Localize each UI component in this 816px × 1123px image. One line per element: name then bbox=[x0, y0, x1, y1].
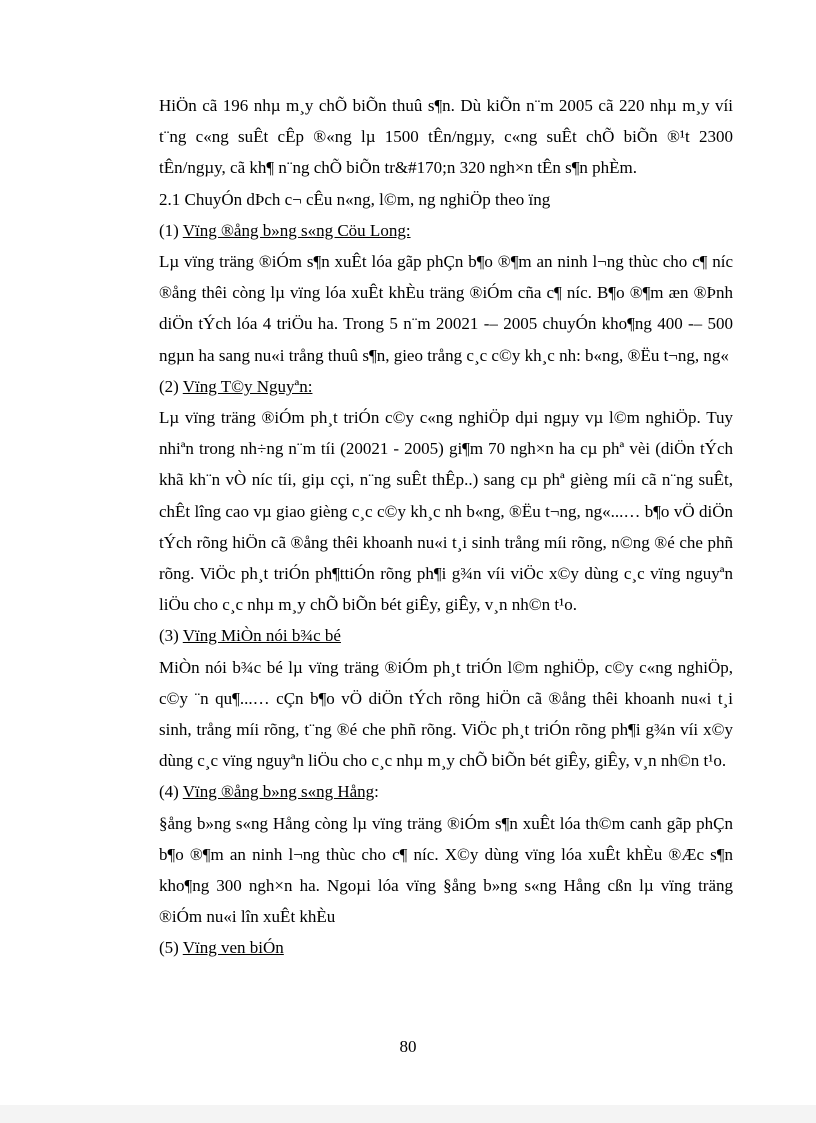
paragraph-text: MiÒn nói b¾c bé lµ vïng träng ®iÓm ph¸t triÓn l©m nghiÖp, c©y c«ng nghiÖp, c©y ¨n qu¶...… cÇn b¶o vÖ diÖn tÝch rõng hiÖn cã ®ång thêi khoanh nu«i t¸i sinh, trång míi rõng, t¨ng ®é che phñ rõng. ViÖc ph¸t triÓn rõng ph¶i g¾n víi x©y dùng c¸c vïng nguyªn liÖu cho c¸c nhµ m¸y chÕ biÕn bét giÊy, giÊy, v¸n nh©n t¹o. bbox=[159, 657, 733, 771]
region-heading-text: (5) Vïng ven biÓn bbox=[159, 938, 284, 958]
paragraph-text: Lµ vïng träng ®iÓm ph¸t triÓn c©y c«ng nghiÖp dµi ngµy vµ l©m nghiÖp. Tuy nhiªn trong nh÷ng n¨m tíi (20021 - 2005) gi¶m 70 ngh×n ha cµ phª vèi (diÖn tÝch khã kh¨n vÒ níc tíi, giµ cçi, n¨ng suÊt thÊp..) sang cµ phª gièng míi cã n¨ng suÊt, chÊt lîng cao vµ giao gièng c¸c c©y kh¸c nh b«ng, ®Ëu t¬ng, ng«...… b¶o vÖ diÖn tÝch rõng hiÖn cã ®ång thêi khoanh nu«i t¸i sinh trång míi rõng, n©ng ®é che phñ rõng. ViÖc ph¸t triÓn ph¶ttiÓn rõng ph¶i g¾n víi viÖc x©y dùng c¸c vïng nguyªn liÖu cho c¸c nhµ m¸y chÕ biÕn bét giÊy, giÊy, v¸n nh©n t¹o. bbox=[159, 408, 733, 615]
paragraph-region-2 bbox=[159, 402, 733, 620]
region-heading-3 bbox=[159, 620, 733, 651]
paragraph-text: Lµ vïng träng ®iÓm s¶n xuÊt lóa gãp phÇn b¶o ®¶m an ninh l¬ng thùc cho c¶ níc ®ång thêi còng lµ vïng lóa xuÊt khÈu träng ®iÓm cña c¶ níc. B¶o ®¶m æn ®Þnh diÖn tÝch lóa 4 triÖu ha. Trong 5 n¨m 20021 -– 2005 chuyÓn kho¶ng 400 -– 500 ngµn ha sang nu«i trång thuû s¶n, gieo trång c¸c c©y kh¸c nh: b«ng, ®Ëu t¬ng, ng« bbox=[159, 252, 733, 365]
region-heading-5 bbox=[159, 932, 733, 963]
region-heading-text: (4) Vïng ®ång b»ng s«ng Hång: bbox=[159, 782, 379, 802]
paragraph-processing-plants bbox=[159, 90, 733, 184]
region-heading-text: (3) Vïng MiÒn nói b¾c bé bbox=[159, 626, 341, 646]
paragraph-region-4 bbox=[159, 808, 733, 933]
region-heading-1 bbox=[159, 215, 733, 246]
paragraph-text: §ång b»ng s«ng Hång còng lµ vïng träng ®iÓm s¶n xuÊt lóa th©m canh gãp phÇn b¶o ®¶m an ninh l¬ng thùc cho c¶ níc. X©y dùng vïng lóa xuÊt khÈu ®Æc s¶n kho¶ng 300 ngh×n ha. Ngoµi lóa vïng §ång b»ng s«ng Hång cßn lµ vïng träng ®iÓm nu«i lîn xuÊt khÈu bbox=[159, 813, 733, 927]
underlined-region-name: Vïng ven biÓn bbox=[182, 938, 284, 958]
underlined-region-name: Vïng T©y Nguyªn: bbox=[182, 376, 313, 396]
body-text bbox=[159, 90, 733, 964]
paragraph-region-1 bbox=[159, 246, 733, 371]
paragraph-text: HiÖn cã 196 nhµ m¸y chÕ biÕn thuû s¶n. Dù kiÕn n¨m 2005 cã 220 nhµ m¸y víi t¨ng c«ng suÊt cÊp ®«ng lµ 1500 tÊn/ngµy, c«ng suÊt chÕ biÕn ®¹t 2300 tÊn/ngµy, cã kh¶ n¨ng chÕ biÕn tr&#170;n 320 ngh×n tÊn s¶n phÈm. bbox=[159, 96, 733, 178]
region-heading-text: (2) Vïng T©y Nguyªn: bbox=[159, 376, 313, 396]
region-heading-4 bbox=[159, 776, 733, 807]
section-heading-2-1 bbox=[159, 184, 733, 215]
underlined-region-name: Vïng MiÒn nói b¾c bé bbox=[182, 626, 341, 646]
underlined-region-name: Vïng ®ång b»ng s«ng Hång bbox=[182, 782, 375, 802]
region-heading-2 bbox=[159, 371, 733, 402]
region-heading-text: (1) Vïng ®ång b»ng s«ng Cöu Long: bbox=[159, 220, 411, 240]
paragraph-region-3 bbox=[159, 652, 733, 777]
section-heading-text: 2.1 ChuyÓn dÞch c¬ cÊu n«ng, l©m, ng nghiÖp theo ïng bbox=[159, 189, 551, 209]
page-bottom-margin bbox=[0, 1105, 816, 1123]
page-number: 80 bbox=[399, 1037, 417, 1056]
underlined-region-name: Vïng ®ång b»ng s«ng Cöu Long: bbox=[182, 220, 411, 240]
